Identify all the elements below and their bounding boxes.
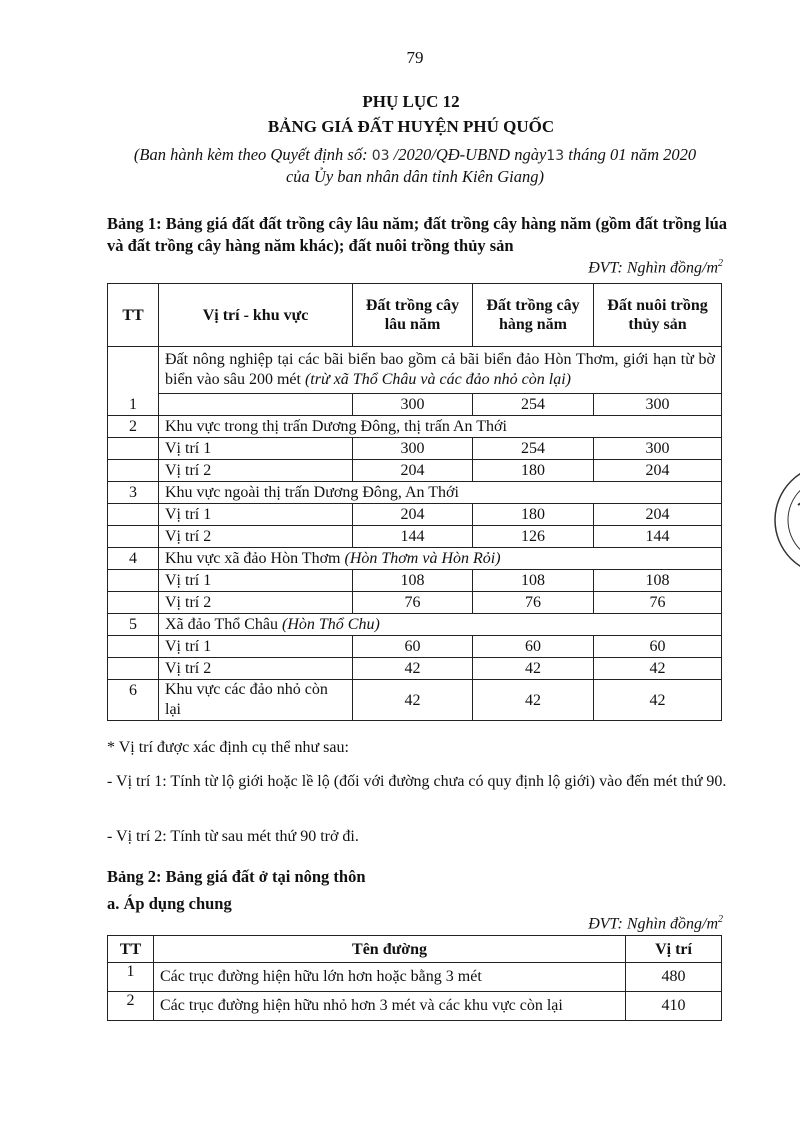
area-note: (trừ xã Thổ Châu và các đảo nhỏ còn lại) [304,371,571,388]
decree-reference-line-2: của Ủy ban nhân dân tỉnh Kiên Giang) [285,167,544,186]
table-row [108,526,722,548]
decree-number-handwritten: 03 [371,148,390,164]
row-number: 1 [108,963,154,992]
land-price-table-1 [107,283,722,721]
area-name: Khu vực xã đảo Hòn Thơm (Hòn Thơm và Hòn Rỏi) [159,548,722,570]
col-header-road-name: Tên đường [154,936,626,963]
table-row [108,460,722,482]
price-aquaculture: 204 [594,504,722,526]
area-note: (Hòn Thổ Chu) [282,616,380,633]
row-number: 5 [108,614,159,636]
price-annual: 60 [473,636,594,658]
price-aquaculture: 42 [594,658,722,680]
price-aquaculture: 300 [594,438,722,460]
table-row [108,963,722,992]
row-number: 1 [108,347,159,416]
table-row [108,347,722,394]
table-row [108,992,722,1021]
price-perennial: 108 [353,570,473,592]
area-name: Khu vực các đảo nhỏ còn lại [159,680,353,721]
position-note-2: - Vị trí 2: Tính từ sau mét thứ 90 trở đi. [107,828,359,845]
price-annual: 126 [473,526,594,548]
decree-mid: /2020/QĐ-UBND ngày [393,145,547,164]
col-header-perennial: Đất trồng cây lâu năm [353,284,473,347]
position-note-intro: * Vị trí được xác định cụ thể như sau: [107,739,349,756]
position-label: Vị trí 2 [159,526,353,548]
decree-suffix: tháng 01 năm 2020 [568,145,697,164]
table-row [108,680,722,721]
price-perennial: 144 [353,526,473,548]
section-row [108,416,722,438]
price-annual: 76 [473,592,594,614]
section-row [108,548,722,570]
row-number: 6 [108,680,159,721]
area-name: Khu vực ngoài thị trấn Dương Đông, An Thới [159,482,722,504]
position-label: Vị trí 2 [159,460,353,482]
col-header-tt: TT [108,936,154,963]
road-name: Các trục đường hiện hữu nhỏ hơn 3 mét và các khu vực còn lại [154,992,626,1021]
document-title: BẢNG GIÁ ĐẤT HUYỆN PHÚ QUỐC [267,117,555,136]
position-note-1: - Vị trí 1: Tính từ lộ giới hoặc lề lộ (đối với đường chưa có quy định lộ giới) vào đến mét thứ 90. [107,773,727,790]
page-number: 79 [406,48,424,67]
price-aquaculture: 108 [594,570,722,592]
decree-reference-line-1 [0,145,800,165]
col-header-aquaculture: Đất nuôi trồng thủy sản [594,284,722,347]
price-aquaculture: 144 [594,526,722,548]
row-number: 2 [108,992,154,1021]
road-name: Các trục đường hiện hữu lớn hơn hoặc bằng 3 mét [154,963,626,992]
price-perennial: 300 [353,394,473,416]
price-value: 480 [626,963,722,992]
price-perennial: 300 [353,438,473,460]
area-name: Khu vực trong thị trấn Dương Đông, thị trấn An Thới [159,416,722,438]
price-perennial: 204 [353,460,473,482]
price-perennial: 42 [353,680,473,721]
decree-prefix: (Ban hành kèm theo Quyết định số: [133,145,368,164]
price-annual: 180 [473,460,594,482]
table2-subheading: a. Áp dụng chung [107,894,232,913]
price-annual: 254 [473,394,594,416]
col-header-position: Vị trí [626,936,722,963]
price-perennial: 76 [353,592,473,614]
section-row [108,614,722,636]
price-aquaculture: 204 [594,460,722,482]
price-perennial: 60 [353,636,473,658]
price-annual: 180 [473,504,594,526]
table-row [108,636,722,658]
table-row [108,592,722,614]
position-label: Vị trí 1 [159,438,353,460]
area-name: Xã đảo Thổ Châu (Hòn Thổ Chu) [159,614,722,636]
table-row [108,394,722,416]
table-row [108,438,722,460]
col-header-annual: Đất trồng cây hàng năm [473,284,594,347]
price-annual: 42 [473,658,594,680]
price-perennial: 42 [353,658,473,680]
partial-seal-stamp [768,455,800,585]
price-annual: 254 [473,438,594,460]
row-number: 3 [108,482,159,504]
table-row [108,504,722,526]
price-value: 410 [626,992,722,1021]
table-row [108,570,722,592]
price-perennial: 204 [353,504,473,526]
price-annual: 108 [473,570,594,592]
empty-cell [159,394,353,416]
col-header-tt: TT [108,284,159,347]
table1-heading: Bảng 1: Bảng giá đất đất trồng cây lâu năm; đất trồng cây hàng năm (gồm đất trồng lúa và đất trồng cây hàng năm khác); đất nuôi trồng thủy sản [107,214,727,255]
row-number: 4 [108,548,159,570]
table-row [108,658,722,680]
area-note: (Hòn Thơm và Hòn Rỏi) [344,550,501,567]
table2-heading: Bảng 2: Bảng giá đất ở tại nông thôn [107,867,366,886]
position-label: Vị trí 1 [159,504,353,526]
position-label: Vị trí 2 [159,592,353,614]
col-header-location: Vị trí - khu vực [159,284,353,347]
land-price-table-2 [107,935,722,1021]
price-annual: 42 [473,680,594,721]
table2-unit: ĐVT: Nghìn đồng/$m^2$ [588,914,723,933]
position-label: Vị trí 2 [159,658,353,680]
table-header-row [108,284,722,347]
price-aquaculture: 42 [594,680,722,721]
position-label: Vị trí 1 [159,570,353,592]
decree-day-handwritten: 13 [546,148,565,164]
table1-unit: ĐVT: Nghìn đồng/$m^2$ [588,258,723,277]
appendix-title: PHỤ LỤC 12 [362,92,460,111]
section-row [108,482,722,504]
table-header-row [108,936,722,963]
row-number: 2 [108,416,159,438]
price-aquaculture: 60 [594,636,722,658]
position-label: Vị trí 1 [159,636,353,658]
price-aquaculture: 300 [594,394,722,416]
price-aquaculture: 76 [594,592,722,614]
area-description: Đất nông nghiệp tại các bãi biển bao gồm cả bãi biển đảo Hòn Thơm, giới hạn từ bờ biển vào sâu 200 mét (trừ xã Thổ Châu và các đảo nhỏ còn lại) [159,347,722,394]
